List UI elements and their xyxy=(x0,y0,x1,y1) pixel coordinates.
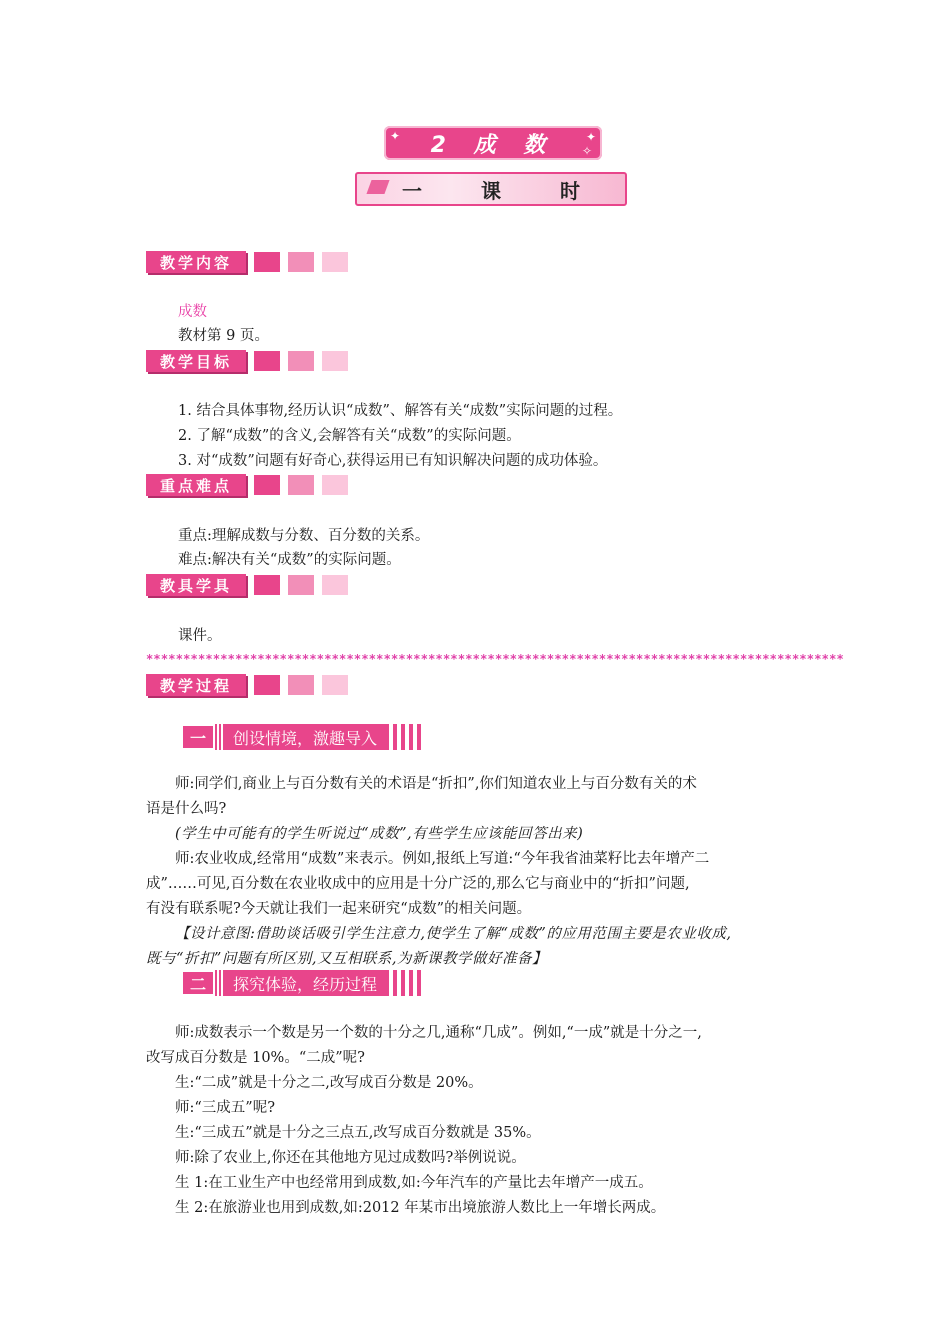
paragraph: 师:除了农业上,你还在其他地方见过成数吗?举例说说。 xyxy=(175,1150,526,1166)
content-pages: 教材第 9 页。 xyxy=(178,328,269,344)
section-label: 教具学具 xyxy=(146,574,246,596)
deco-square-icon xyxy=(288,252,314,272)
star-icon: ✦ xyxy=(390,129,401,143)
paragraph: (学生中可能有的学生听说过“成数”,有些学生应该能回答出来) xyxy=(175,826,584,842)
paragraph: 师:“三成五”呢? xyxy=(175,1100,275,1116)
stripe-decoration xyxy=(215,724,225,750)
deco-square-icon xyxy=(254,475,280,495)
section-header-content xyxy=(146,250,348,274)
section-header-tools xyxy=(146,573,348,597)
star-icon: ✧ xyxy=(581,144,592,158)
separator-line: ********************************************************************************************** xyxy=(146,652,844,666)
deco-square-icon xyxy=(254,252,280,272)
tools-text: 课件。 xyxy=(178,628,222,644)
paragraph: 有没有联系呢?今天就让我们一起来研究“成数”的相关问题。 xyxy=(146,901,532,917)
deco-square-icon xyxy=(288,575,314,595)
difficult-point: 难点:解决有关“成数”的实际问题。 xyxy=(178,552,401,568)
section-label: 教学过程 xyxy=(146,674,246,696)
section-label: 重点难点 xyxy=(146,474,246,496)
section-label: 教学内容 xyxy=(146,251,246,273)
stage-number: 二 xyxy=(181,970,215,996)
design-intent: 【设计意图:借助谈话吸引学生注意力,使学生了解“成数”的应用范围主要是农业收成, xyxy=(175,926,732,942)
paragraph: 生 2:在旅游业也用到成数,如:2012 年某市出境旅游人数比上一年增长两成。 xyxy=(175,1200,666,1216)
paragraph: 生:“二成”就是十分之二,改写成百分数是 20%。 xyxy=(175,1075,483,1091)
section-header-keypoints xyxy=(146,473,348,497)
lesson-period-banner xyxy=(355,172,627,206)
paragraph: 改写成百分数是 10%。“二成”呢? xyxy=(146,1050,365,1066)
banner-decoration-icon xyxy=(366,180,389,194)
stage-title: 创设情境，激趣导入 xyxy=(225,724,385,750)
section-header-process xyxy=(146,673,348,697)
deco-square-icon xyxy=(254,351,280,371)
content-topic: 成数 xyxy=(178,304,207,320)
paragraph: 师:农业收成,经常用“成数”来表示。例如,报纸上写道:“今年我省油菜籽比去年增产二 xyxy=(175,851,710,867)
deco-square-icon xyxy=(254,675,280,695)
paragraph: 成”……可见,百分数在农业收成中的应用是十分广泛的,那么它与商业中的“折扣”问题, xyxy=(146,876,690,892)
paragraph: 语是什么吗? xyxy=(146,801,227,817)
stripe-decoration xyxy=(385,970,421,996)
lesson-title-banner xyxy=(384,126,602,160)
stage-header-1 xyxy=(181,724,421,750)
goal-item: 1. 结合具体事物,经历认识“成数”、解答有关“成数”实际问题的过程。 xyxy=(178,403,623,419)
deco-square-icon xyxy=(322,575,348,595)
deco-square-icon xyxy=(288,475,314,495)
deco-square-icon xyxy=(322,252,348,272)
paragraph: 师:同学们,商业上与百分数有关的术语是“折扣”,你们知道农业上与百分数有关的术 xyxy=(175,776,697,792)
paragraph: 生:“三成五”就是十分之三点五,改写成百分数就是 35%。 xyxy=(175,1125,541,1141)
stage-header-2 xyxy=(181,970,421,996)
paragraph: 师:成数表示一个数是另一个数的十分之几,通称“几成”。例如,“一成”就是十分之一, xyxy=(175,1025,702,1041)
section-header-goals xyxy=(146,349,348,373)
stage-number: 一 xyxy=(181,724,215,750)
deco-square-icon xyxy=(254,575,280,595)
key-point: 重点:理解成数与分数、百分数的关系。 xyxy=(178,528,430,544)
deco-square-icon xyxy=(322,351,348,371)
deco-square-icon xyxy=(322,475,348,495)
paragraph: 生 1:在工业生产中也经常用到成数,如:今年汽车的产量比去年增产一成五。 xyxy=(175,1175,653,1191)
goal-item: 3. 对“成数”问题有好奇心,获得运用已有知识解决问题的成功体验。 xyxy=(178,453,608,469)
design-intent: 既与“折扣”问题有所区别,又互相联系,为新课教学做好准备】 xyxy=(146,951,548,967)
deco-square-icon xyxy=(322,675,348,695)
section-label: 教学目标 xyxy=(146,350,246,372)
star-icon: ✦ xyxy=(585,130,596,144)
deco-square-icon xyxy=(288,351,314,371)
deco-square-icon xyxy=(288,675,314,695)
stripe-decoration xyxy=(215,970,225,996)
lesson-title: 2 成 数 xyxy=(430,132,556,158)
goal-item: 2. 了解“成数”的含义,会解答有关“成数”的实际问题。 xyxy=(178,428,521,444)
lesson-period: 一 课 时 xyxy=(402,178,606,203)
stripe-decoration xyxy=(385,724,421,750)
stage-title: 探究体验，经历过程 xyxy=(225,970,385,996)
